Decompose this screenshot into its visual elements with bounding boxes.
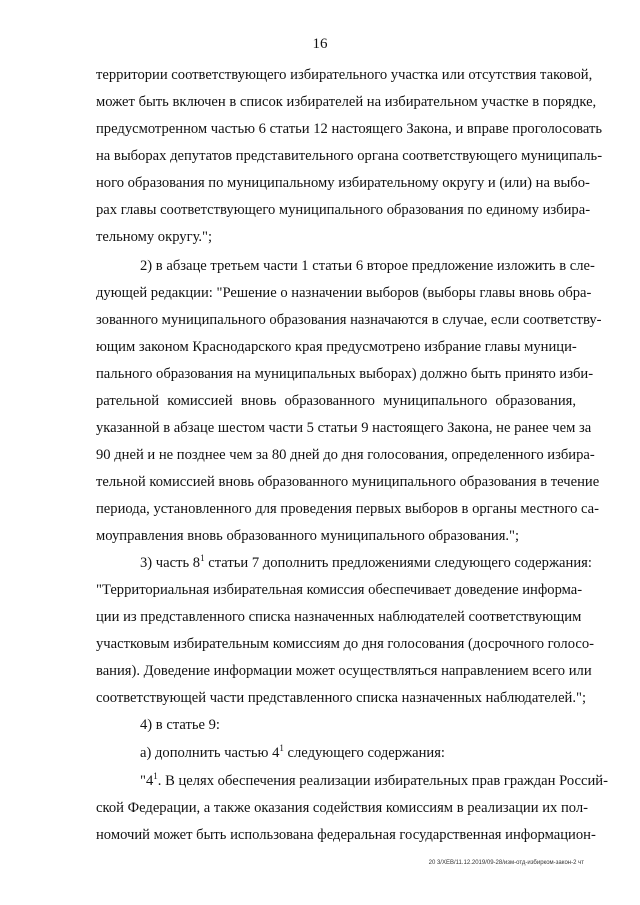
text-fragment: 3) часть 8	[140, 555, 201, 571]
text-line	[140, 771, 608, 790]
text-line: на выборах депутатов представительного органа соответствующего муниципаль-	[96, 148, 603, 164]
superscript: 1	[200, 553, 205, 563]
text-line: тельному округу.";	[96, 229, 213, 245]
text-line: рах главы соответствующего муниципального образования по единому избира-	[96, 202, 591, 218]
text-line: ской Федерации, а также оказания содействия комиссиям в реализации их пол-	[96, 800, 589, 816]
superscript: 1	[153, 771, 158, 781]
superscript: 1	[279, 743, 284, 753]
text-line: указанной в абзаце шестом части 5 статьи 9 настоящего Закона, не ранее чем за	[96, 420, 592, 436]
text-line: периода, установленного для проведения первых выборов в органы местного са-	[96, 501, 600, 517]
page-number: 16	[312, 36, 328, 52]
text-line: 90 дней и не позднее чем за 80 дней до дня голосования, определенного избира-	[96, 447, 595, 463]
text-line	[140, 744, 576, 762]
text-fragment: статьи 7 дополнить предложениями следующего содержания:	[204, 555, 592, 571]
text-line: зованного муниципального образования назначаются в случае, если соответству-	[96, 312, 602, 328]
text-line: рательной комиссией вновь образованного муниципального образования,	[96, 393, 576, 409]
text-line: "Территориальная избирательная комиссия обеспечивает доведение информа-	[96, 582, 583, 598]
text-line: 2) в абзаце третьем части 1 статьи 6 второе предложение изложить в сле-	[140, 258, 595, 274]
text-line: 4) в статье 9:	[140, 717, 220, 733]
text-line: ции из представленного списка назначенных наблюдателей соответствующим	[96, 609, 582, 625]
text-line: предусмотренном частью 6 статьи 12 настоящего Закона, и вправе проголосовать	[96, 121, 602, 137]
text-line: номочий может быть использована федеральная государственная информацион-	[96, 827, 596, 843]
text-line: пального образования на муниципальных выборах) должно быть принято изби-	[96, 366, 594, 382]
text-line: моуправления вновь образованного муниципального образования.";	[96, 528, 520, 544]
text-line: вания). Доведение информации может осуществляться направлением всего или	[96, 663, 592, 679]
text-line	[140, 553, 592, 572]
text-line: соответствующей части представленного списка назначенных наблюдателей.";	[96, 690, 587, 706]
text-line: ного образования по муниципальному избирательному округу и (или) на выбо-	[96, 175, 590, 191]
text-line: участковым избирательным комиссиям до дня голосования (досрочного голосо-	[96, 636, 594, 652]
document-footer: 20 3/ХЕВ/11.12.2019/09-28/изм-отд-избирком-закон-2 чт	[428, 860, 584, 866]
text-line: дующей редакции: "Решение о назначении выборов (выборы главы вновь обра-	[96, 285, 592, 301]
text-line: тельной комиссией вновь образованного муниципального образования в течение	[96, 474, 600, 490]
text-line: территории соответствующего избирательного участка или отсутствия таковой,	[96, 67, 593, 83]
text-fragment: а) дополнить частью 4	[140, 745, 280, 761]
text-fragment: следующего содержания:	[283, 745, 445, 761]
text-fragment: "4	[140, 773, 154, 789]
text-line: ющим законом Краснодарского края предусмотрено избрание главы муници-	[96, 339, 577, 355]
text-line: может быть включен в список избирателей на избирательном участке в порядке,	[96, 94, 597, 110]
text-fragment: . В целях обеспечения реализации избирательных прав граждан Россий-	[157, 773, 608, 789]
